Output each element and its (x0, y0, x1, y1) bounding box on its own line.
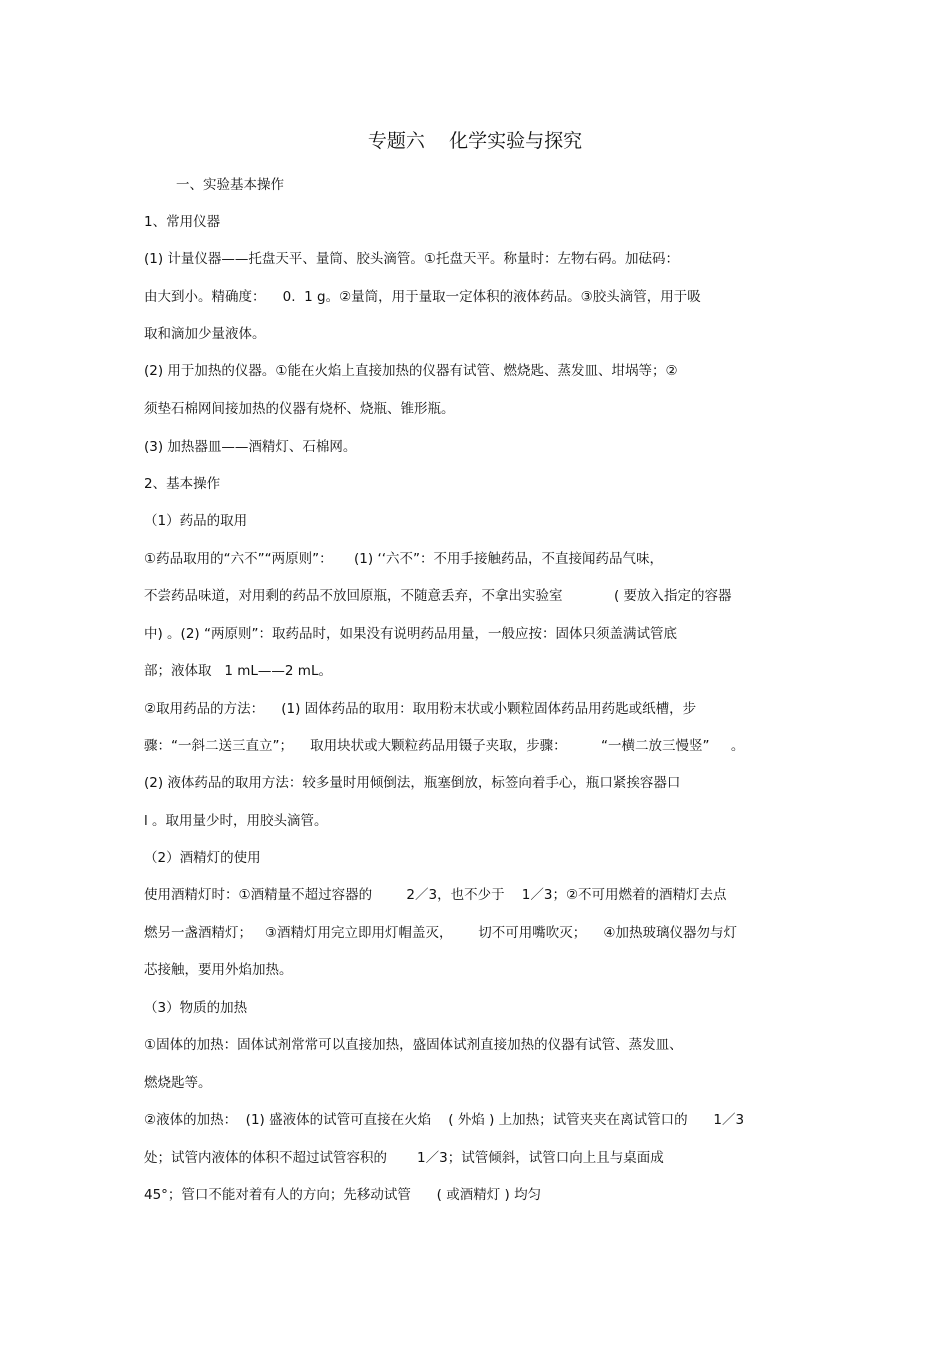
paragraph-line: 不尝药品味道，对用剩的药品不放回原瓶，不随意丢弃，不拿出实验室 ( 要放入指定的容器 (144, 588, 732, 604)
paragraph-line: 使用酒精灯时：①酒精量不超过容器的 2／3，也不少于 1／3；②不可用燃着的酒精灯去点 (144, 887, 727, 903)
paragraph-line: 由大到小。精确度： 0. 1 g。②量筒，用于量取一定体积的液体药品。③胶头滴管，用于吸 (144, 289, 701, 305)
paragraph-line: l 。取用量少时，用胶头滴管。 (144, 813, 328, 829)
subsection-heading: 2、基本操作 (144, 476, 221, 492)
paragraph-line: ②取用药品的方法： (1) 固体药品的取用：取用粉末状或小颗粒固体药品用药匙或纸槽，步 (144, 701, 697, 717)
paragraph-line: 燃另一盏酒精灯； ③酒精灯用完立即用灯帽盖灭， 切不可用嘴吹灭； ④加热玻璃仪器勿与灯 (144, 925, 737, 941)
paragraph-line: 处；试管内液体的体积不超过试管容积的 1／3；试管倾斜，试管口向上且与桌面成 (144, 1150, 664, 1166)
paragraph-line: (1) 计量仪器——托盘天平、量筒、胶头滴管。①托盘天平。称量时：左物右码。加砝码： (144, 251, 680, 267)
paragraph-line: (3) 加热器皿——酒精灯、石棉网。 (144, 439, 357, 455)
paragraph-line: 燃烧匙等。 (144, 1075, 212, 1091)
paragraph-line: 45°；管口不能对着有人的方向；先移动试管 ( 或酒精灯 ) 均匀 (144, 1187, 542, 1203)
paragraph-line: 取和滴加少量液体。 (144, 326, 266, 342)
paragraph-line: (2) 液体药品的取用方法：较多量时用倾倒法，瓶塞倒放，标签向着手心，瓶口紧挨容器口 (144, 775, 681, 791)
paragraph-line: ①药品取用的“六不”“两原则”： (1) ‘‘六不”：不用手接触药品，不直接闻药品气味， (144, 551, 664, 567)
paragraph-line: 须垫石棉网间接加热的仪器有烧杯、烧瓶、锥形瓶。 (144, 401, 455, 417)
paragraph-line: 骤：“一斜二送三直立”； 取用块状或大颗粒药品用镊子夹取，步骤： “一横二放三慢竖” 。 (144, 738, 745, 754)
paragraph-line: 芯接触，要用外焰加热。 (144, 962, 293, 978)
paragraph-line: 中) 。(2) “两原则”：取药品时，如果没有说明药品用量，一般应按：固体只须盖满试管底 (144, 626, 677, 642)
section-heading: 一、实验基本操作 (176, 177, 284, 193)
paragraph-line: ①固体的加热：固体试剂常常可以直接加热，盛固体试剂直接加热的仪器有试管、蒸发皿、 (144, 1037, 683, 1053)
subsection-heading: （1）药品的取用 (144, 513, 248, 529)
document-title: 专题六 化学实验与探究 (367, 130, 583, 152)
subsection-heading: 1、常用仪器 (144, 214, 221, 230)
paragraph-line: ②液体的加热： (1) 盛液体的试管可直接在火焰 ( 外焰 ) 上加热；试管夹夹在离试管口的 1／3 (144, 1112, 745, 1128)
paragraph-line: (2) 用于加热的仪器。①能在火焰上直接加热的仪器有试管、燃烧匙、蒸发皿、坩埚等；② (144, 363, 678, 379)
paragraph-line: 部；液体取 1 mL——2 mL。 (144, 663, 332, 679)
subsection-heading: （2）酒精灯的使用 (144, 850, 261, 866)
subsection-heading: （3）物质的加热 (144, 1000, 248, 1016)
